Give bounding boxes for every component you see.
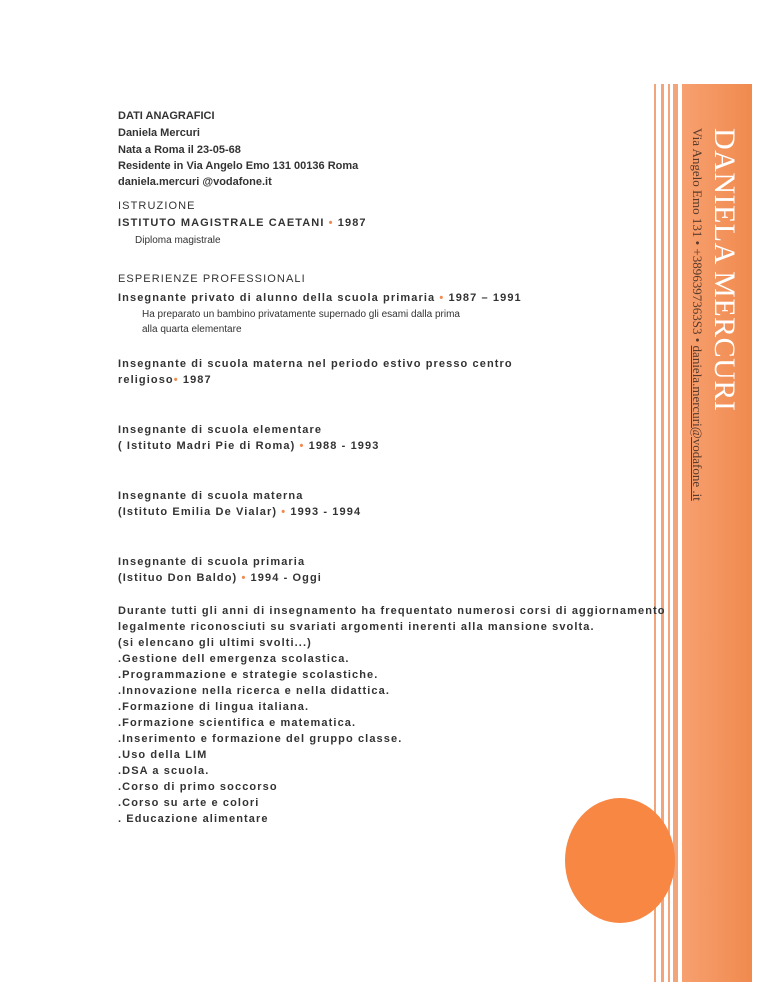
sidebar-phone: +3896397363S3 xyxy=(690,248,705,335)
job-dates: 1987 – 1991 xyxy=(448,292,522,304)
course-item: .Formazione di lingua italiana. xyxy=(118,701,310,713)
course-item: .Corso di primo soccorso xyxy=(118,781,278,793)
school-year: 1987 xyxy=(337,217,367,229)
courses-intro: (si elencano gli ultimi svolti...) xyxy=(118,637,312,649)
istruzione-detail: Diploma magistrale xyxy=(135,235,221,246)
sidebar-contact xyxy=(689,128,705,501)
course-item: .DSA a scuola. xyxy=(118,765,210,777)
bullet: • xyxy=(299,440,305,452)
course-item: .Uso della LIM xyxy=(118,749,208,761)
job-dates: 1993 - 1994 xyxy=(290,506,362,518)
course-item: .Formazione scientifica e matematica. xyxy=(118,717,357,729)
sidebar-separator: • xyxy=(690,240,705,246)
anagrafici-line: Nata a Roma il 23-05-68 xyxy=(118,144,241,156)
bullet: • xyxy=(439,292,445,304)
bullet: • xyxy=(241,572,247,584)
course-item: .Programmazione e strategie scolastiche. xyxy=(118,669,379,681)
job-dates: 1988 - 1993 xyxy=(308,440,380,452)
anagrafici-line: Residente in Via Angelo Emo 131 00136 Roma xyxy=(118,160,359,172)
school-name: ISTITUTO MAGISTRALE CAETANI xyxy=(118,217,325,229)
course-item: .Gestione dell emergenza scolastica. xyxy=(118,653,350,665)
section-heading-esperienze: ESPERIENZE PROFESSIONALI xyxy=(118,273,306,285)
job-title: (Istituo Don Baldo) • 1994 - Oggi xyxy=(118,572,322,584)
section-heading-istruzione: ISTRUZIONE xyxy=(118,200,196,212)
bullet: • xyxy=(281,506,287,518)
job-description: alla quarta elementare xyxy=(142,324,242,335)
job-title: religioso• 1987 xyxy=(118,374,212,386)
job-title: ( Istituto Madri Pie di Roma) • 1988 - 1993 xyxy=(118,440,380,452)
sidebar-separator: • xyxy=(690,337,705,343)
job-dates: 1994 - Oggi xyxy=(250,572,322,584)
section-heading-anagrafici: DATI ANAGRAFICI xyxy=(118,110,215,122)
istruzione-entry xyxy=(118,217,367,229)
sidebar-name: DANIELA MERCURI xyxy=(708,128,741,412)
sidebar-text xyxy=(682,84,752,982)
course-item: . Educazione alimentare xyxy=(118,813,269,825)
anagrafici-line: daniela.mercuri @vodafone.it xyxy=(118,176,272,188)
job-title: (Istituto Emilia De Vialar) • 1993 - 1994 xyxy=(118,506,362,518)
job-title: Insegnante di scuola elementare xyxy=(118,424,323,436)
anagrafici-line: Daniela Mercuri xyxy=(118,127,200,139)
sidebar-email-link[interactable]: daniela.mercuri@vodafone .it xyxy=(690,345,705,501)
course-item: .Inserimento e formazione del gruppo classe. xyxy=(118,733,403,745)
courses-intro: legalmente riconosciuti su svariati argomenti inerenti alla mansione svolta. xyxy=(118,621,595,633)
job-title: Insegnante di scuola materna xyxy=(118,490,304,502)
job-description: Ha preparato un bambino privatamente supernado gli esami dalla prima xyxy=(142,309,460,320)
course-item: .Innovazione nella ricerca e nella didattica. xyxy=(118,685,391,697)
courses-intro: Durante tutti gli anni di insegnamento ha frequentato numerosi corsi di aggiornamento xyxy=(118,605,666,617)
sidebar-address: Via Angelo Emo 131 xyxy=(690,128,705,238)
job-dates: 1987 xyxy=(182,374,212,386)
job-title: Insegnante di scuola primaria xyxy=(118,556,306,568)
decorative-circle xyxy=(565,798,675,923)
course-item: .Corso su arte e colori xyxy=(118,797,260,809)
job-title: Insegnante di scuola materna nel periodo estivo presso centro xyxy=(118,358,513,370)
job-title: Insegnante privato di alunno della scuola primaria • 1987 – 1991 xyxy=(118,292,522,304)
bullet: • xyxy=(173,374,179,386)
bullet: • xyxy=(328,217,334,229)
